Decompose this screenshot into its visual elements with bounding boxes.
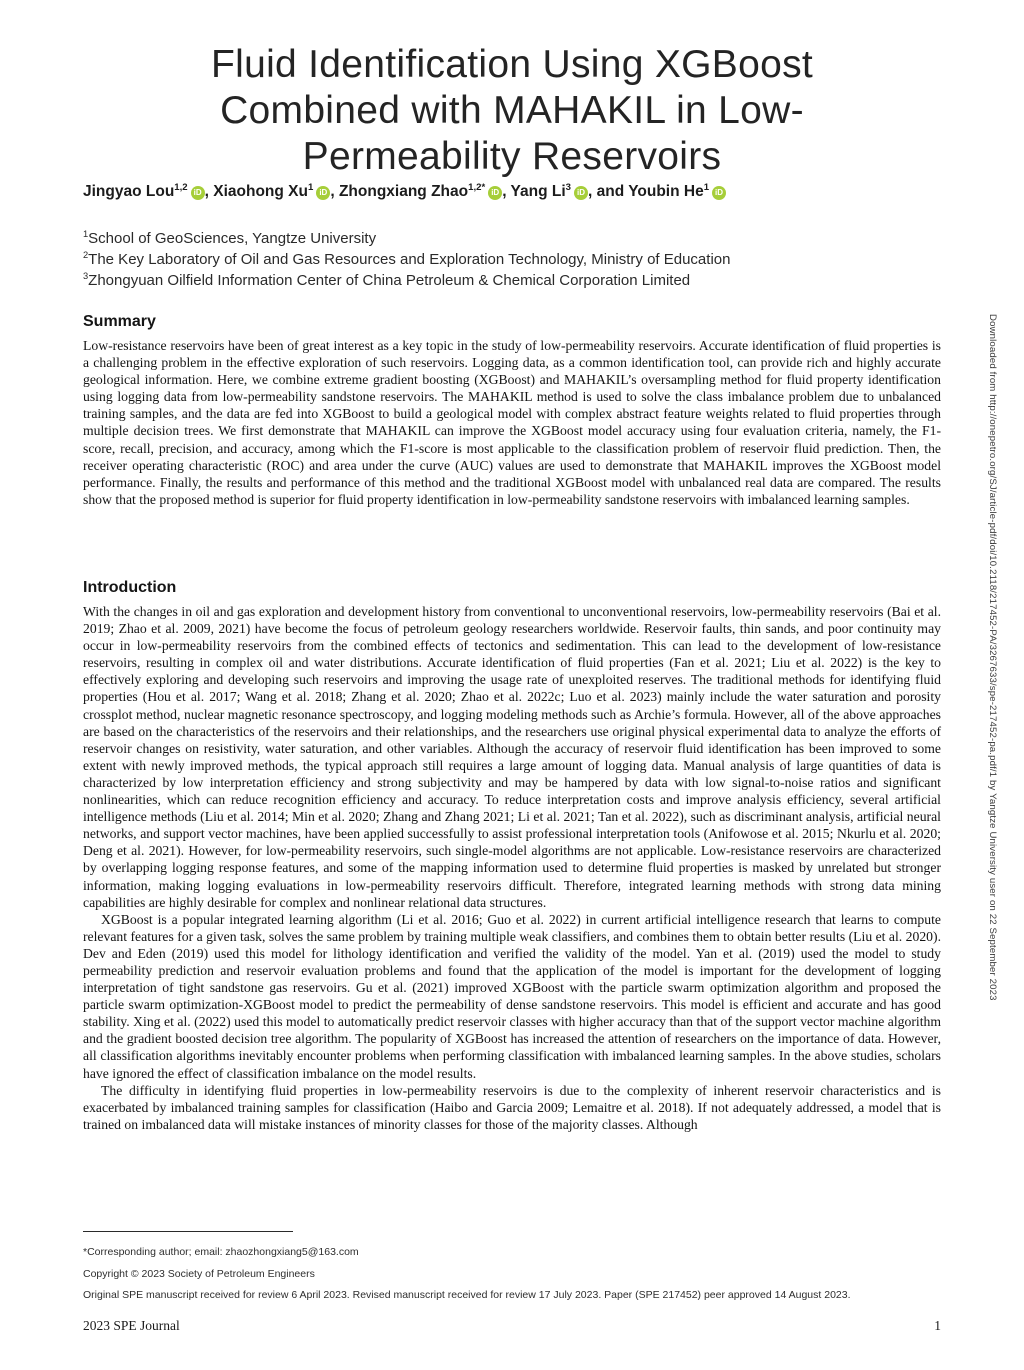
introduction-section <box>83 579 941 1133</box>
author-name: Youbin He <box>628 183 704 200</box>
author-affil-sup: 3 <box>565 181 571 193</box>
article-title-line-3: Permeability Reservoirs <box>302 135 722 178</box>
footnotes <box>83 1231 941 1311</box>
intro-paragraph-1: With the changes in oil and gas exploration and development history from conventional to unconventional reservoirs, low-permeability reservoirs (Bai et al. 2019; Zhao et al. 2009, 2021) have become the focus of petroleum geology researchers worldwide. Reservoir faults, thin sands, and poor continuity may occur in low-permeability reservoirs from the combined effects of tectonics and sedimentation. This can lead to the development of low-resistance reservoirs, resulting in complex oil and water distributions. Accurate identification of fluid properties (Fan et al. 2021; Liu et al. 2022) is the key to effectively exploring and developing such reservoirs and improving the usage rate of unexploited reserves. The traditional methods for identifying fluid properties (Hou et al. 2017; Wang et al. 2018; Zhang et al. 2020; Zhao et al. 2022c; Luo et al. 2023) mainly include the water saturation and porosity crossplot method, nuclear magnetic resonance spectroscopy, and logging modeling methods such as Archie’s formula. However, all of the above approaches are based on the characteristics of the reservoirs and their relationships, and the researchers use original physical experimental data to analyze the efforts of reservoir changes on resistivity, water saturation, and other variables. Although the accuracy of reservoir fluid identification has been improved to some extent with newly improved methods, the typical approach still requires a large amount of logging data. Manual analysis of large quantities of data is characterized by low interpretation efficiency and strong subjectivity and may be hampered by data with low signal-to-noise ratios and significant nonlinearities, which can reduce recognition efficiency and accuracy. To reduce interpretation costs and improve analysis efficiency, several artificial intelligence methods (Liu et al. 2014; Min et al. 2020; Zhang and Zhang 2021; Li et al. 2021; Tan et al. 2022), such as discriminant analysis, artificial neural networks, and support vector machines, have been applied successfully to assist professional interpretation tools (Anifowose et al. 2015; Nkurlu et al. 2020; Deng et al. 2021). However, for low-permeability reservoirs, such single-model algorithms are not applicable. Low-resistance reservoirs are characterized by overlapping logging response features, and some of the mapping information used to determine fluid properties is masked by unrelated but stronger information, making logging evaluations in low-permeability reservoirs difficult. Therefore, integrated learning methods with strong data mining capabilities are highly desirable for complex and nonlinear relational data structures. <box>83 604 941 910</box>
author-name: Jingyao Lou <box>83 183 175 200</box>
affiliation-sup: 1 <box>83 229 89 239</box>
intro-paragraph-3: The difficulty in identifying fluid properties in low-permeability reservoirs is due to the complexity of inherent reservoir characteristics and is exacerbated by imbalanced training samples for classification (Haibo and Garcia 2009; Lemaitre et al. 2018). If not adequately addressed, a model that is trained on imbalanced data will mistake instances of minority classes for those of the majority classes. Although <box>83 1082 941 1132</box>
footnote-copyright: Copyright © 2023 Society of Petroleum Engineers <box>83 1267 315 1280</box>
footer-page-number: 1 <box>934 1318 941 1333</box>
footnote-manuscript-history: Original SPE manuscript received for review 6 April 2023. Revised manuscript received for review 17 July 2023. Paper (SPE 217452) peer approved 14 August 2023. <box>83 1289 851 1301</box>
author-name: Yang Li <box>510 183 566 200</box>
orcid-icon: iD <box>191 186 205 200</box>
author-separator: , <box>204 183 214 200</box>
orcid-icon: iD <box>316 186 330 200</box>
orcid-icon: iD <box>488 186 502 200</box>
author-affil-sup: 1 <box>307 181 314 193</box>
footnote-rule <box>83 1231 293 1232</box>
article-title-line-1: Fluid Identification Using XGBoost <box>211 43 813 86</box>
affiliation-text: Zhongyuan Oilfield Information Center of China Petroleum & Chemical Corporation Limited <box>88 272 691 289</box>
orcid-icon: iD <box>712 186 726 200</box>
summary-text: Low-resistance reservoirs have been of great interest as a key topic in the study of low-permeability reservoirs. Accurate identification of fluid properties is a challenging problem in the effective exploration of such reservoirs. Logging data, as a common identification tool, can provide rich and highly accurate geological information. Here, we combine extreme gradient boosting (XGBoost) and MAHAKIL’s oversampling method for fluid property identification using logging data from low-permeability sandstone reservoirs. The MAHAKIL method is used to solve the class imbalance problem due to unbalanced training samples, and the data are fed into XGBoost to build a geological model with complex abstract feature weights related to fluid properties through multiple decision trees. We first demonstrate that MAHAKIL can improve the XGBoost model accuracy using four evaluation criteria, namely, the F1-score, recall, precision, and accuracy, among which the F1-score is most applicable to the classification problem of reservoir fluid prediction. Then, the receiver operating characteristic (ROC) and area under the curve (AUC) values are used to demonstrate that MAHAKIL improves the XGBoost model performance. Finally, the results and performance of this method and the traditional XGBoost model with unbalanced real data are compared. The results show that the proposed method is superior for fluid property identification in low-permeability sandstone reservoirs with imbalanced learning samples. <box>83 338 941 507</box>
article-title <box>83 42 941 180</box>
affiliations <box>83 228 953 291</box>
section-heading-summary: Summary <box>83 313 156 330</box>
author-affil-sup: 1 <box>703 181 710 193</box>
affiliation-text: The Key Laboratory of Oil and Gas Resources and Exploration Technology, Ministry of Education <box>88 251 731 268</box>
author-affil-sup: 1,2* <box>468 181 486 193</box>
article-title-line-2: Combined with MAHAKIL in Low- <box>220 89 804 132</box>
affiliation-line <box>83 270 953 291</box>
author-line <box>83 183 953 201</box>
orcid-icon: iD <box>574 186 588 200</box>
author-separator: , <box>502 183 511 200</box>
author-name: Zhongxiang Zhao <box>338 183 469 200</box>
author-name: Xiaohong Xu <box>213 183 308 200</box>
intro-paragraph-2: XGBoost is a popular integrated learning algorithm (Li et al. 2016; Guo et al. 2022) in current artificial intelligence research that learns to compute relevant features for a given task, solves the same problem by training multiple weak classifiers, and combines them to obtain better results (Liu et al. 2020). Dev and Eden (2019) used this model for lithology identification and verified the validity of the model. Yan et al. (2019) used the model to study permeability prediction and reservoir evaluation problems and found that the application of the model is important for the development of logging interpretation of tight sandstone gas reservoirs. Gu et al. (2021) improved XGBoost with the particle swarm optimization algorithm and proposed the particle swarm optimization-XGBoost model to predict the permeability of dense sandstone reservoirs. This model is efficient and accurate and has good stability. Xing et al. (2022) used this model to automatically predict reservoir classes with higher accuracy than that of the support vector machine algorithm and the gradient boosted decision tree algorithm. The popularity of XGBoost has increased the attention of researchers on the importance of data. However, all classification algorithms inevitably encounter problems when performing classification with imbalanced learning samples. In the above studies, scholars have ignored the effect of classification imbalance on the model results. <box>83 911 941 1081</box>
affiliation-text: School of GeoSciences, Yangtze University <box>88 230 377 247</box>
affiliation-sup: 3 <box>83 271 89 281</box>
affiliation-line <box>83 249 953 270</box>
author-affil-sup: 1,2 <box>174 181 188 193</box>
footnote-corresponding-author: *Corresponding author; email: zhaozhongxiang5@163.com <box>83 1246 359 1258</box>
affiliation-sup: 2 <box>83 250 89 260</box>
summary-section <box>83 313 941 508</box>
author-separator: , and <box>588 183 629 200</box>
page-footer <box>83 1318 941 1334</box>
footer-journal-label: 2023 SPE Journal <box>83 1318 180 1333</box>
affiliation-line <box>83 228 953 249</box>
section-heading-introduction: Introduction <box>83 579 177 596</box>
author-separator: , <box>330 183 339 200</box>
download-sidebar-note: Downloaded from http://onepetro.org/SJ/article-pdf/doi/10.2118/217452-PA/3267633/spe-217452-pa.pdf/1 by Yangtze University user on 22 September 2023 <box>987 314 998 1001</box>
